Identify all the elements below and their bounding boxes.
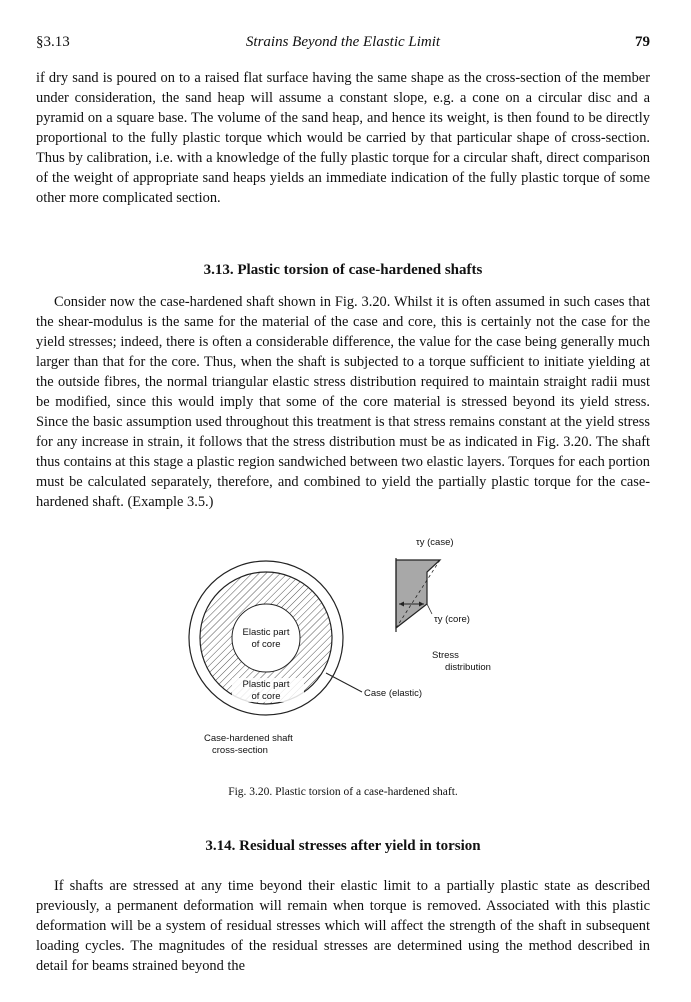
section-heading-3-13: 3.13. Plastic torsion of case-hardened shafts <box>203 262 483 278</box>
label-plastic-core-1: Plastic part <box>242 679 290 690</box>
elastic-core-region <box>232 604 300 672</box>
running-header <box>36 34 650 54</box>
label-tau-core: τy (core) <box>434 614 470 625</box>
paragraph-residual-stresses: If shafts are stressed at any time beyond their elastic limit to a partially plastic state as described previously, a permanent deformation will remain when torque is removed. Associated with this plastic deformation will be a system of residual stresses which will affect the strength of the shaft in subsequent loading cycles. The magnitudes of the residual stresses are determined using the method described in detail for beams strained beyond the <box>36 878 650 974</box>
case-leader-line <box>326 673 362 692</box>
section-heading-3-14: 3.14. Residual stresses after yield in torsion <box>205 838 481 854</box>
section-number: §3.13 <box>36 34 70 50</box>
label-shaft-2: cross-section <box>212 745 268 756</box>
page-number: 79 <box>635 34 650 50</box>
running-title: Strains Beyond the Elastic Limit <box>245 34 441 50</box>
label-plastic-core-2: of core <box>251 691 281 702</box>
figure-3-20 <box>0 528 691 808</box>
label-elastic-core-1: Elastic part <box>242 627 290 638</box>
core-leader-line <box>427 604 432 614</box>
label-elastic-core-2: of core <box>251 639 281 650</box>
label-case: Case (elastic) <box>364 688 423 699</box>
label-shaft-1: Case-hardened shaft <box>204 733 293 744</box>
figure-caption: Fig. 3.20. Plastic torsion of a case-hardened shaft. <box>228 786 458 798</box>
label-stress-2: distribution <box>445 662 491 673</box>
paragraph-case-hardened: Consider now the case-hardened shaft shown in Fig. 3.20. Whilst it is often assumed in such cases that the shear-modulus is the same for the material of the case and core, this is certainly not the case for the yield stresses; indeed, there is often a considerable difference, the value for the case being generally much larger than that for the core. Thus, when the shaft is subjected to a torque sufficient to initiate yielding at the outside fibres, the normal triangular elastic stress distribution required to maintain straight radii must be modified, since this would imply that some of the core material is stressed beyond its yield stress. Since the basic assumption used throughout this treatment is that stress remains constant at the yield stress for any increase in strain, it follows that the stress distribution must be as indicated in Fig. 3.20. The shaft thus contains at this stage a plastic region sandwiched between two elastic layers. Torques for each portion must be calculated separately, therefore, and combined to yield the partially plastic torque for the case-hardened shaft. (Example 3.5.) <box>36 294 650 510</box>
paragraph-sand-heap: if dry sand is poured on to a raised flat surface having the same shape as the cross-section of the member under consideration, the sand heap will assume a constant slope, e.g. a cone on a circular disc and a pyramid on a square base. The volume of the sand heap, and hence its weight, is then found to be directly proportional to the fully plastic torque which would be carried by that particular shape of cross-section. Thus by calibration, i.e. with a knowledge of the fully plastic torque for a circular shaft, direct comparison of the weight of appropriate sand heaps yields an immediate indication of the fully plastic torque of some other more complicated section. <box>36 70 650 206</box>
shaft-diagram <box>0 528 691 808</box>
label-tau-case: τy (case) <box>416 537 454 548</box>
label-stress-1: Stress <box>432 650 459 661</box>
